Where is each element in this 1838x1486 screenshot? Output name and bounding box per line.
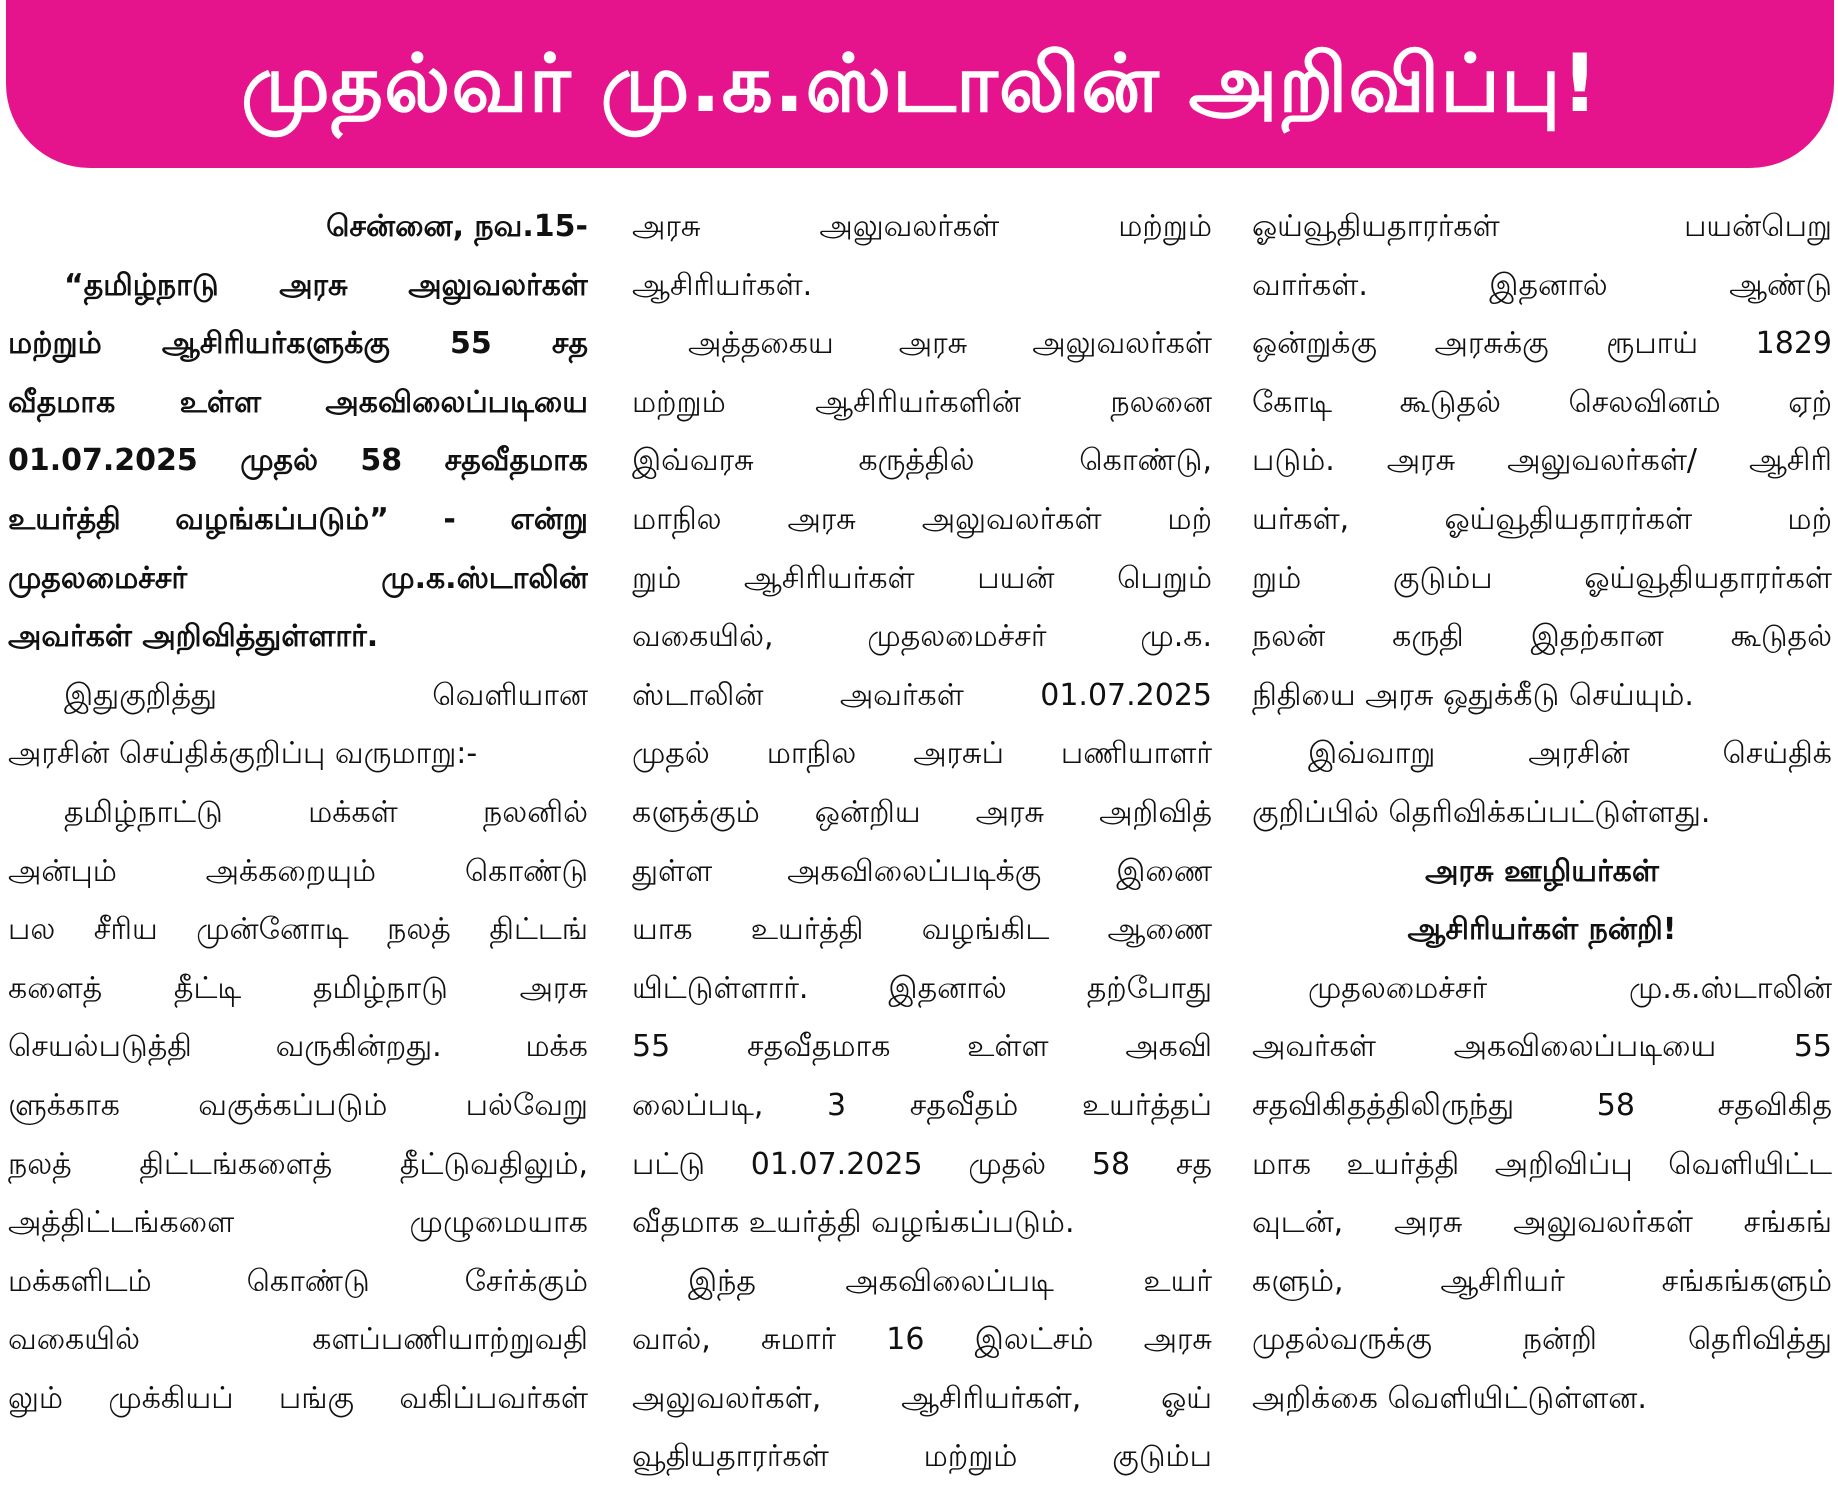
lead-line: அவர்கள் அறிவித்துள்ளார்.	[8, 619, 379, 655]
body-line: அத்தகைய அரசு அலுவலர்கள்	[688, 326, 1212, 362]
body-line: இவ்வரசு கருத்தில் கொண்டு,	[632, 443, 1212, 479]
body-line: நிதியை அரசு ஒதுக்கீடு செய்யும்.	[1252, 677, 1694, 713]
body-line: களுக்கும் ஒன்றிய அரசு அறிவித்	[632, 794, 1212, 830]
body-line: தமிழ்நாட்டு மக்கள் நலனில்	[64, 794, 588, 830]
body-line: முதல்வருக்கு நன்றி தெரிவித்து	[1252, 1322, 1832, 1358]
body-line: லும் முக்கியப் பங்கு வகிப்பவர்கள்	[8, 1380, 588, 1416]
body-line: மற்றும் ஆசிரியர்களின் நலனை	[632, 384, 1212, 420]
body-line: வகையில், முதலமைச்சர் மு.க.	[632, 619, 1212, 655]
body-line: அரசு அலுவலர்கள் மற்றும்	[632, 209, 1212, 244]
body-line: மாநில அரசு அலுவலர்கள் மற்	[632, 501, 1212, 537]
body-line: துள்ள அகவிலைப்படிக்கு இணை	[632, 853, 1212, 889]
headline: முதல்வர் மு.க.ஸ்டாலின் அறிவிப்பு!	[241, 37, 1599, 130]
body-line: இவ்வாறு அரசின் செய்திக்	[1308, 736, 1832, 772]
body-line: ஆசிரியர்கள்.	[632, 267, 813, 303]
body-line: 55 சதவீதமாக உள்ள அகவி	[632, 1029, 1212, 1065]
body-line: ஓய்வூதியதாரர்கள் பயன்பெறு	[1252, 209, 1832, 244]
body-line: அறிக்கை வெளியிட்டுள்ளன.	[1252, 1380, 1647, 1416]
headline-banner	[6, 0, 1834, 168]
subheading: ஆசிரியர்கள் நன்றி!	[1407, 912, 1677, 948]
body-line: முதல் மாநில அரசுப் பணியாளர்	[632, 736, 1212, 772]
lead-line: வீதமாக உள்ள அகவிலைப்படியை	[8, 384, 588, 420]
body-line: களைத் தீட்டி தமிழ்நாடு அரசு	[8, 970, 588, 1006]
body-line: லைப்படி, 3 சதவீதம் உயர்த்தப்	[632, 1087, 1212, 1123]
body-line: சதவிகிதத்திலிருந்து 58 சதவிகித	[1252, 1087, 1832, 1123]
body-line: அவர்கள் அகவிலைப்படியை 55	[1252, 1029, 1832, 1065]
body-line: மக்களிடம் கொண்டு சேர்க்கும்	[8, 1263, 588, 1299]
article-column-1	[8, 198, 588, 1482]
article-column-2	[632, 198, 1212, 1482]
body-line: வுடன், அரசு அலுவலர்கள் சங்கங்	[1252, 1205, 1832, 1241]
body-line: படும். அரசு அலுவலர்கள்/ ஆசிரி	[1252, 443, 1832, 479]
body-line: கோடி கூடுதல் செலவினம் ஏற்	[1252, 384, 1832, 420]
body-line: பட்டு 01.07.2025 முதல் 58 சத	[632, 1146, 1212, 1182]
body-line: முதலமைச்சர் மு.க.ஸ்டாலின்	[1308, 970, 1832, 1006]
lead-line: மற்றும் ஆசிரியர்களுக்கு 55 சத	[8, 326, 588, 362]
body-line: வீதமாக உயர்த்தி வழங்கப்படும்.	[632, 1205, 1075, 1241]
body-line: நலத் திட்டங்களைத் தீட்டுவதிலும்,	[8, 1146, 588, 1182]
lead-line: உயர்த்தி வழங்கப்படும்” - என்று	[8, 501, 588, 537]
body-line: யர்கள், ஓய்வூதியதாரர்கள் மற்	[1252, 501, 1832, 537]
body-line: பல சீரிய முன்னோடி நலத் திட்டங்	[8, 912, 588, 948]
body-line: களும், ஆசிரியர் சங்கங்களும்	[1252, 1263, 1832, 1299]
body-line: அரசின் செய்திக்குறிப்பு வருமாறு:-	[8, 736, 478, 772]
subheading: அரசு ஊழியர்கள்	[1425, 853, 1659, 889]
body-line: வூதியதாரர்கள் மற்றும் குடும்ப	[632, 1439, 1212, 1475]
body-line: அத்திட்டங்களை முழுமையாக	[8, 1205, 588, 1241]
body-line: ஸ்டாலின் அவர்கள் 01.07.2025	[632, 677, 1212, 713]
body-line: வகையில் களப்பணியாற்றுவதி	[8, 1322, 588, 1358]
body-line: அன்பும் அக்கறையும் கொண்டு	[8, 853, 588, 889]
lead-line: 01.07.2025 முதல் 58 சதவீதமாக	[8, 443, 588, 479]
body-line: ஒன்றுக்கு அரசுக்கு ரூபாய் 1829	[1252, 326, 1832, 362]
body-line: இதுகுறித்து வெளியான	[64, 677, 588, 713]
body-line: செயல்படுத்தி வருகின்றது. மக்க	[8, 1029, 588, 1065]
body-line: றும் ஆசிரியர்கள் பயன் பெறும்	[632, 560, 1212, 596]
lead-line: “தமிழ்நாடு அரசு அலுவலர்கள்	[64, 267, 588, 303]
body-line: இந்த அகவிலைப்படி உயர்	[688, 1263, 1212, 1299]
dateline: சென்னை, நவ.15-	[326, 209, 588, 244]
body-line: யாக உயர்த்தி வழங்கிட ஆணை	[632, 912, 1212, 948]
body-line: வார்கள். இதனால் ஆண்டு	[1252, 267, 1832, 303]
body-line: அலுவலர்கள், ஆசிரியர்கள், ஓய்	[632, 1380, 1212, 1416]
body-line: யிட்டுள்ளார். இதனால் தற்போது	[632, 970, 1212, 1006]
article-column-3	[1252, 198, 1832, 1482]
body-line: குறிப்பில் தெரிவிக்கப்பட்டுள்ளது.	[1252, 794, 1711, 830]
body-line: றும் குடும்ப ஓய்வூதியதாரர்கள்	[1252, 560, 1832, 596]
lead-line: முதலமைச்சர் மு.க.ஸ்டாலின்	[8, 560, 588, 596]
body-line: மாக உயர்த்தி அறிவிப்பு வெளியிட்ட	[1252, 1146, 1832, 1182]
body-line: வால், சுமார் 16 இலட்சம் அரசு	[632, 1322, 1212, 1358]
body-line: ளுக்காக வகுக்கப்படும் பல்வேறு	[8, 1087, 588, 1123]
body-line: நலன் கருதி இதற்கான கூடுதல்	[1252, 619, 1832, 655]
